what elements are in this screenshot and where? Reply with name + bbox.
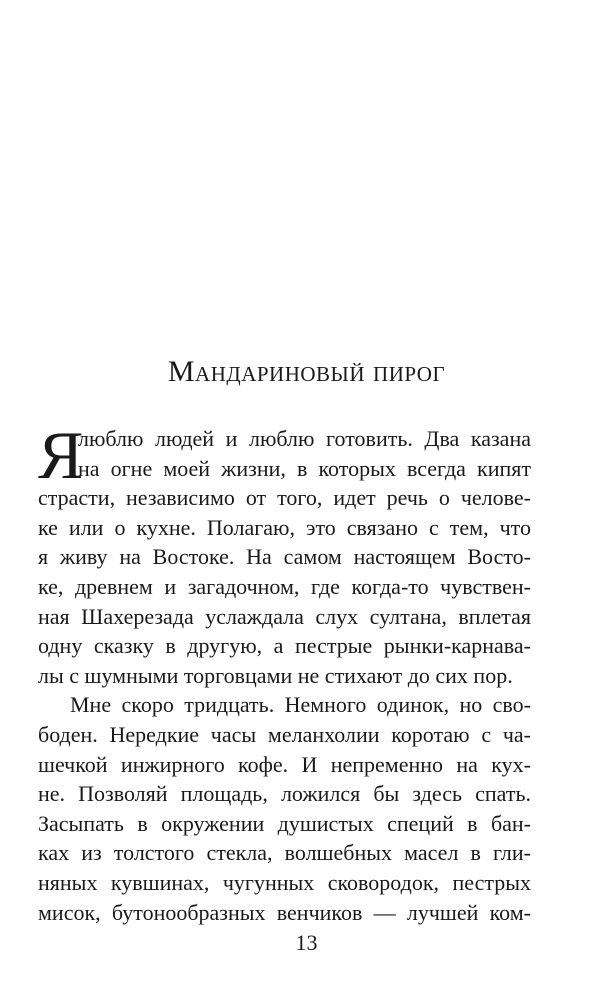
page-number: 13: [295, 930, 318, 955]
text-line: лы с шумными торговцами не стихают до сих пор.: [38, 662, 513, 688]
text-line: ная Шахерезада услаждала слух султана, вплетая: [38, 603, 531, 629]
body-text: [38, 417, 531, 927]
text-line: боден. Нередкие часы меланхолии коротаю с ча-: [38, 721, 531, 747]
text-line: страсти, независимо от того, идет речь о челове-: [38, 485, 531, 511]
text-line: одну сказку в другую, а пестрые рынки-карнава-: [38, 633, 531, 659]
drop-cap: Я: [38, 417, 84, 493]
text-line: ках из толстого стекла, волшебных масел в гли-: [38, 840, 531, 866]
text-line: Мне скоро тридцать. Немного одинок, но сво-: [70, 692, 531, 718]
text-line: ке, древнем и загадочном, где когда-то чувствен-: [38, 573, 531, 599]
text-line: мисок, бутонообразных венчиков — лучшей ком-: [38, 899, 531, 925]
text-line: шечкой инжирного кофе. И непременно на кух-: [38, 751, 531, 777]
text-line: ке или о кухне. Полагаю, это связано с тем, что: [38, 514, 531, 540]
text-line: люблю людей и люблю готовить. Два казана: [78, 426, 531, 451]
text-line: на огне моей жизни, в которых всегда кипят: [78, 455, 531, 481]
text-line: я живу на Востоке. На самом настоящем Восто-: [38, 544, 531, 570]
text-line: не. Позволяй площадь, ложился бы здесь спать.: [38, 781, 531, 807]
text-line: Засыпать в окружении душистых специй в бан-: [38, 810, 531, 836]
chapter-title: Мандариновый пирог: [167, 355, 446, 388]
text-line: няных кувшинах, чугунных сковородок, пестрых: [38, 869, 531, 895]
